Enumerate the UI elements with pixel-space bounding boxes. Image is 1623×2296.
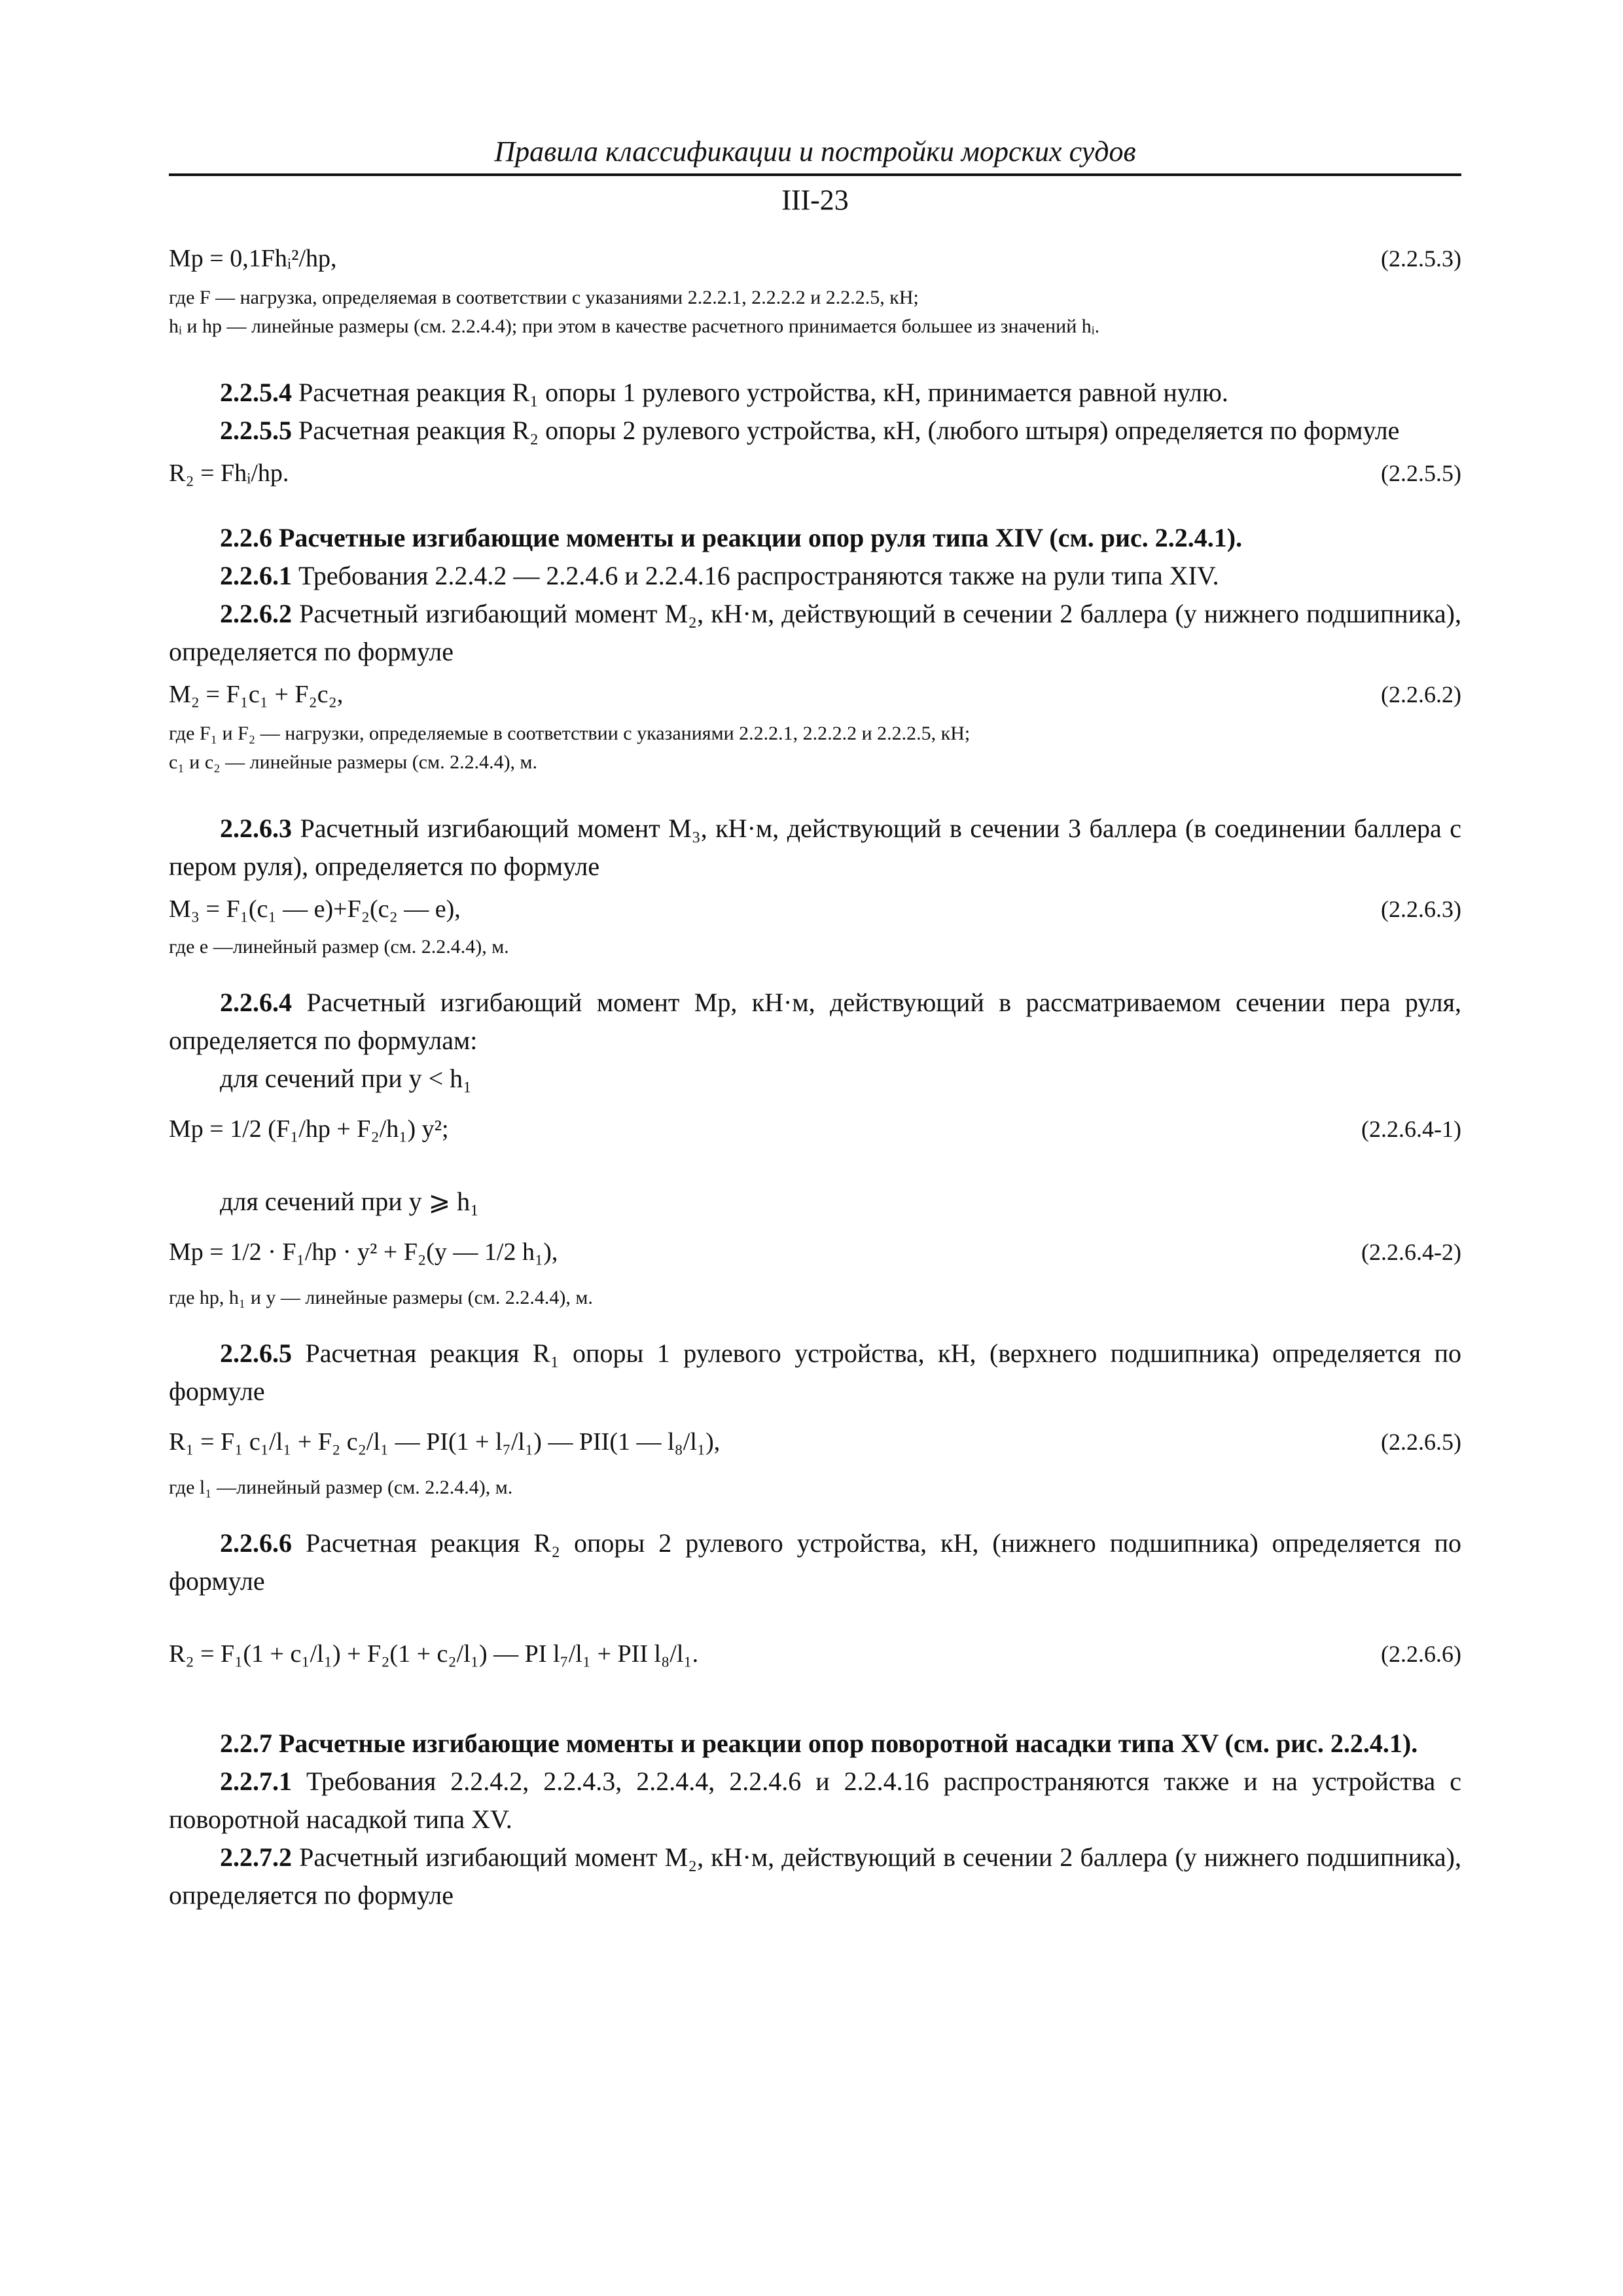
clause-number: 2.2.7.1	[220, 1767, 292, 1796]
condition-line: для сечений при y ⩾ h₁	[220, 1187, 480, 1216]
formula-2.2.5.5	[169, 459, 1461, 488]
clause-number: 2.2.7.2	[220, 1842, 292, 1872]
note-line: hᵢ и hр — линейные размеры (см. 2.2.4.4); при этом в качестве расчетного принимается большее из значений hᵢ.	[169, 315, 1100, 337]
clause-number: 2.2.6.2	[220, 599, 292, 628]
paragraph-text: Расчетный изгибающий момент Mр, кН·м, действующий в рассматриваемом сечении пера руля, определяется по формулам:	[169, 988, 1461, 1055]
clause-number: 2.2.6.5	[220, 1338, 292, 1368]
clause-number: 2.2.5.4	[220, 378, 292, 407]
paragraph-text: Расчетный изгибающий момент M₂, кН·м, действующий в сечении 2 баллера (у нижнего подшипника), определяется по формуле	[169, 1842, 1461, 1910]
formula-text: Mр = 1/2 · F₁/hр · y² + F₂(y — 1/2 h₁),	[169, 1238, 558, 1266]
formula-2.2.6.2	[169, 680, 1461, 709]
paragraph-text: Расчетная реакция R₁ опоры 1 рулевого устройства, кН, принимается равной нулю.	[292, 378, 1228, 407]
section-heading-2.2.7: 2.2.7 Расчетные изгибающие моменты и реакции опор поворотной насадки типа XV (см. рис. 2.2.4.1).	[220, 1729, 1418, 1758]
paragraph-text: Требования 2.2.4.2, 2.2.4.3, 2.2.4.4, 2.2.4.6 и 2.2.4.16 распространяются также и на устройства с поворотной насадкой типа XV.	[169, 1767, 1461, 1834]
clause-number: 2.2.6.6	[220, 1528, 292, 1558]
document-page	[169, 134, 1461, 1914]
equation-number: (2.2.6.6)	[1381, 1641, 1461, 1667]
paragraph-text: Расчетный изгибающий момент M₃, кН·м, действующий в сечении 3 баллера (в соединении баллера с пером руля), определяется по формуле	[169, 814, 1461, 881]
page-number: III-23	[781, 184, 849, 216]
equation-number: (2.2.6.2)	[1381, 681, 1461, 708]
note-2.2.6.3: где e —линейный размер (см. 2.2.4.4), м.	[169, 936, 509, 958]
paragraph-text: Расчетная реакция R₂ опоры 2 рулевого устройства, кН, (любого штыря) определяется по формуле	[292, 416, 1400, 445]
note-line: где F₁ и F₂ — нагрузки, определяемые в соответствии с указаниями 2.2.2.1, 2.2.2.2 и 2.2.2.5, кН;	[169, 723, 971, 744]
formula-text: M₂ = F₁c₁ + F₂c₂,	[169, 681, 344, 708]
paragraph-text: Расчетный изгибающий момент M₂, кН·м, действующий в сечении 2 баллера (у нижнего подшипника), определяется по формуле	[169, 599, 1461, 666]
formula-2.2.6.6	[169, 1640, 1461, 1668]
paragraph-2.2.6.1	[169, 557, 1461, 595]
equation-number: (2.2.5.3)	[1381, 245, 1461, 272]
formula-2.2.6.3	[169, 895, 1461, 924]
clause-number: 2.2.5.5	[220, 416, 292, 445]
formula-text: Mр = 0,1Fhᵢ²/hр,	[169, 245, 337, 272]
equation-number: (2.2.6.5)	[1381, 1429, 1461, 1455]
equation-number: (2.2.6.4-1)	[1361, 1116, 1461, 1142]
formula-2.2.5.3	[169, 244, 1461, 273]
paragraph-2.2.5.5	[169, 412, 1461, 450]
condition-line: для сечений при y < h₁	[220, 1064, 473, 1093]
paragraph-2.2.7.2	[169, 1839, 1461, 1914]
clause-number: 2.2.6.4	[220, 988, 292, 1017]
paragraph-2.2.6.3	[169, 810, 1461, 886]
paragraph-2.2.6.6	[169, 1524, 1461, 1600]
clause-number: 2.2.6.3	[220, 814, 292, 843]
equation-number: (2.2.6.3)	[1381, 896, 1461, 922]
formula-text: R₂ = Fhᵢ/hр.	[169, 459, 289, 487]
formula-text: R₁ = F₁ c₁/l₁ + F₂ c₂/l₁ — PI(1 + l₇/l₁) — PII(1 — l₈/l₁),	[169, 1428, 721, 1456]
note-2.2.6.5: где l₁ —линейный размер (см. 2.2.4.4), м.	[169, 1477, 513, 1498]
paragraph-2.2.6.2	[169, 595, 1461, 671]
section-heading-2.2.6: 2.2.6 Расчетные изгибающие моменты и реакции опор руля типа XIV (см. рис. 2.2.4.1).	[220, 523, 1243, 552]
note-line: где F — нагрузка, определяемая в соответствии с указаниями 2.2.2.1, 2.2.2.2 и 2.2.2.5, кН;	[169, 287, 919, 308]
equation-number: (2.2.5.5)	[1381, 460, 1461, 486]
equation-number: (2.2.6.4-2)	[1361, 1239, 1461, 1265]
clause-number: 2.2.6.1	[220, 561, 292, 590]
header-rule	[169, 173, 1461, 176]
paragraph-2.2.7.1	[169, 1763, 1461, 1839]
formula-text: R₂ = F₁(1 + c₁/l₁) + F₂(1 + c₂/l₁) — PI l₇/l₁ + PII l₈/l₁.	[169, 1640, 699, 1668]
paragraph-text: Расчетная реакция R₁ опоры 1 рулевого устройства, кН, (верхнего подшипника) определяется по формуле	[169, 1338, 1461, 1406]
notes-2.2.6.2	[169, 719, 1461, 777]
paragraph-2.2.6.5	[169, 1335, 1461, 1410]
formula-2.2.6.5	[169, 1427, 1461, 1456]
formula-2.2.6.4-1	[169, 1115, 1461, 1143]
paragraph-2.2.5.4	[169, 374, 1461, 412]
paragraph-2.2.6.4	[169, 984, 1461, 1060]
formula-text: Mр = 1/2 (F₁/hр + F₂/h₁) y²;	[169, 1115, 449, 1143]
note-2.2.6.4: где hр, h₁ и y — линейные размеры (см. 2.2.4.4), м.	[169, 1287, 593, 1308]
paragraph-text: Расчетная реакция R₂ опоры 2 рулевого устройства, кН, (нижнего подшипника) определяется по формуле	[169, 1528, 1461, 1596]
formula-2.2.6.4-2	[169, 1238, 1461, 1266]
formula-text: M₃ = F₁(c₁ — e)+F₂(c₂ — e),	[169, 895, 461, 923]
paragraph-text: Требования 2.2.4.2 — 2.2.4.6 и 2.2.4.16 распространяются также на рули типа XIV.	[292, 561, 1219, 590]
running-title: Правила классификации и постройки морских судов	[494, 135, 1136, 168]
note-line: c₁ и c₂ — линейные размеры (см. 2.2.4.4), м.	[169, 751, 538, 773]
notes-2.2.5.3	[169, 283, 1461, 341]
